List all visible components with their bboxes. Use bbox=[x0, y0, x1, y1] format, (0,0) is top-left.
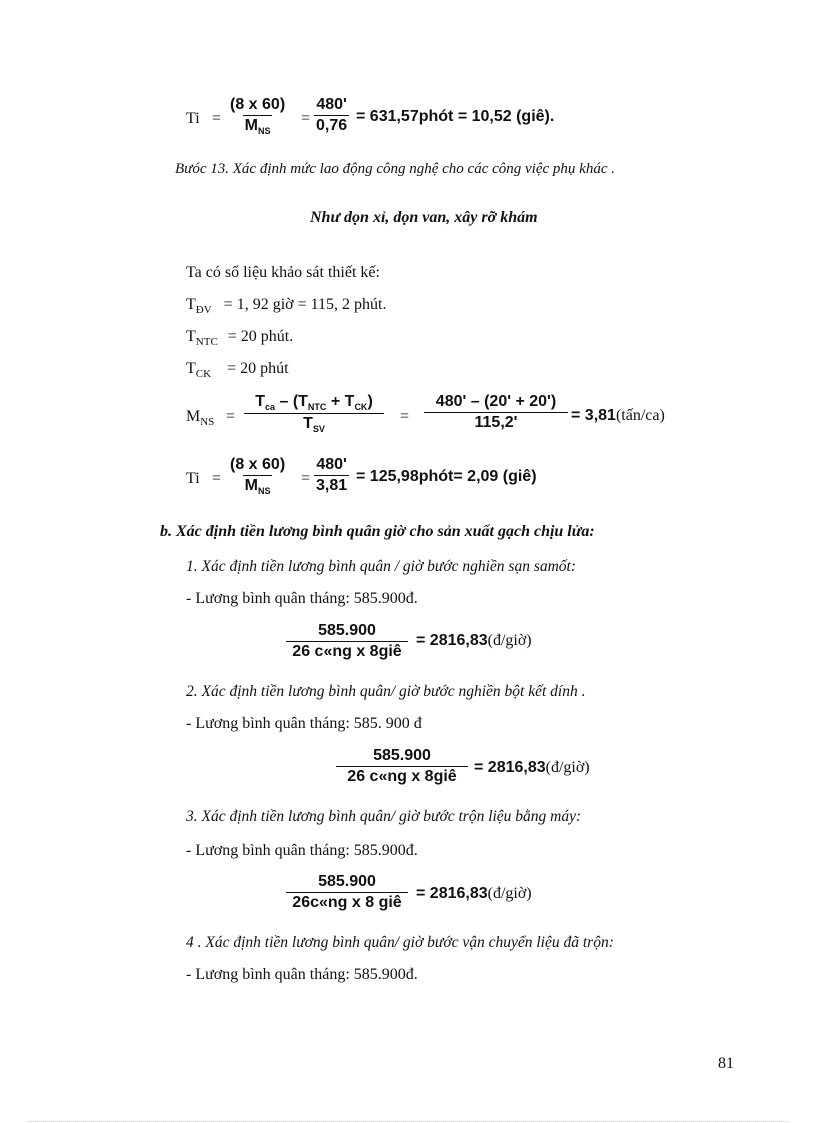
page-number: 81 bbox=[718, 1055, 734, 1072]
mns-result: = 3,81(tấn/ca) bbox=[571, 407, 665, 424]
item-1-heading: 1. Xác định tiền lương bình quân / giờ bước nghiền sạn samốt: bbox=[186, 558, 577, 575]
item-2-fraction: 585.900 26 c«ng x 8giê bbox=[336, 747, 468, 786]
eq2-lhs: Ti bbox=[186, 470, 200, 487]
eq1-fraction-1: (8 x 60) $M_{NS}$ bbox=[230, 96, 286, 137]
item-3-salary: - Lương bình quân tháng: 585.900đ. bbox=[186, 842, 418, 859]
item-4-salary: - Lương bình quân tháng: 585.900đ. bbox=[186, 966, 418, 983]
item-4-heading: 4 . Xác định tiền lương bình quân/ giờ bước vận chuyển liệu đã trộn: bbox=[186, 934, 614, 951]
eq2-fraction-1: (8 x 60) $M_{NS}$ bbox=[230, 456, 286, 497]
item-3-heading: 3. Xác định tiền lương bình quân/ giờ bước trộn liệu bằng máy: bbox=[186, 808, 582, 825]
item-3-result: = 2816,83(đ/giờ) bbox=[416, 885, 532, 902]
mns-fraction-1: $T_{ca} - (T_{NTC} + T_{CK})$ $T_{SV}$ bbox=[244, 393, 384, 434]
step-13-heading: Bưóc 13. Xác định mức lao động công nghệ cho các công việc phụ khác . bbox=[175, 161, 615, 177]
item-1-fraction: 585.900 26 c«ng x 8giê bbox=[286, 622, 408, 661]
eq2-result: = 125,98phót= 2,09 (giê) bbox=[356, 468, 537, 485]
t-ntc-line: $T_{NTC} = 20$ phút. bbox=[186, 328, 294, 349]
eq1-lhs: Ti bbox=[186, 110, 200, 127]
item-2-result: = 2816,83(đ/giờ) bbox=[474, 759, 590, 776]
survey-intro: Ta có số liệu khảo sát thiết kế: bbox=[186, 264, 380, 281]
eq2-fraction-2: $\frac{480'}{3,81}$ bbox=[316, 456, 348, 494]
mns-lhs: $M_{NS}$ bbox=[186, 408, 215, 429]
t-ck-line: $T_{CK} = 20$ phút bbox=[186, 360, 289, 381]
t-dv-line: $T_{ĐV} = 1$, 92 giờ = 115, 2 phút. bbox=[186, 296, 387, 317]
page-bottom-divider bbox=[28, 1121, 788, 1122]
item-1-result: = 2816,83(đ/giờ) bbox=[416, 632, 532, 649]
eq1-result: = 631,57phót = 10,52 (giê). bbox=[356, 108, 555, 125]
section-b-heading: b. Xác định tiền lương bình quân giờ cho sản xuất gạch chịu lửa: bbox=[160, 523, 595, 540]
mns-fraction-2: $\frac{480' - (20' + 20')}{115,2'}$ bbox=[424, 393, 568, 432]
eq1-fraction-2: $\frac{480'}{0,76}$ bbox=[316, 96, 348, 134]
item-2-salary: - Lương bình quân tháng: 585. 900 đ bbox=[186, 715, 422, 732]
item-1-salary: - Lương bình quân tháng: 585.900đ. bbox=[186, 590, 418, 607]
subheading: Như dọn xỉ, dọn van, xây rỡ khám bbox=[310, 209, 538, 226]
item-3-fraction: 585.900 26c«ng x 8 giê bbox=[286, 873, 408, 912]
item-2-heading: 2. Xác định tiền lương bình quân/ giờ bước nghiền bột kết dính . bbox=[186, 683, 586, 700]
